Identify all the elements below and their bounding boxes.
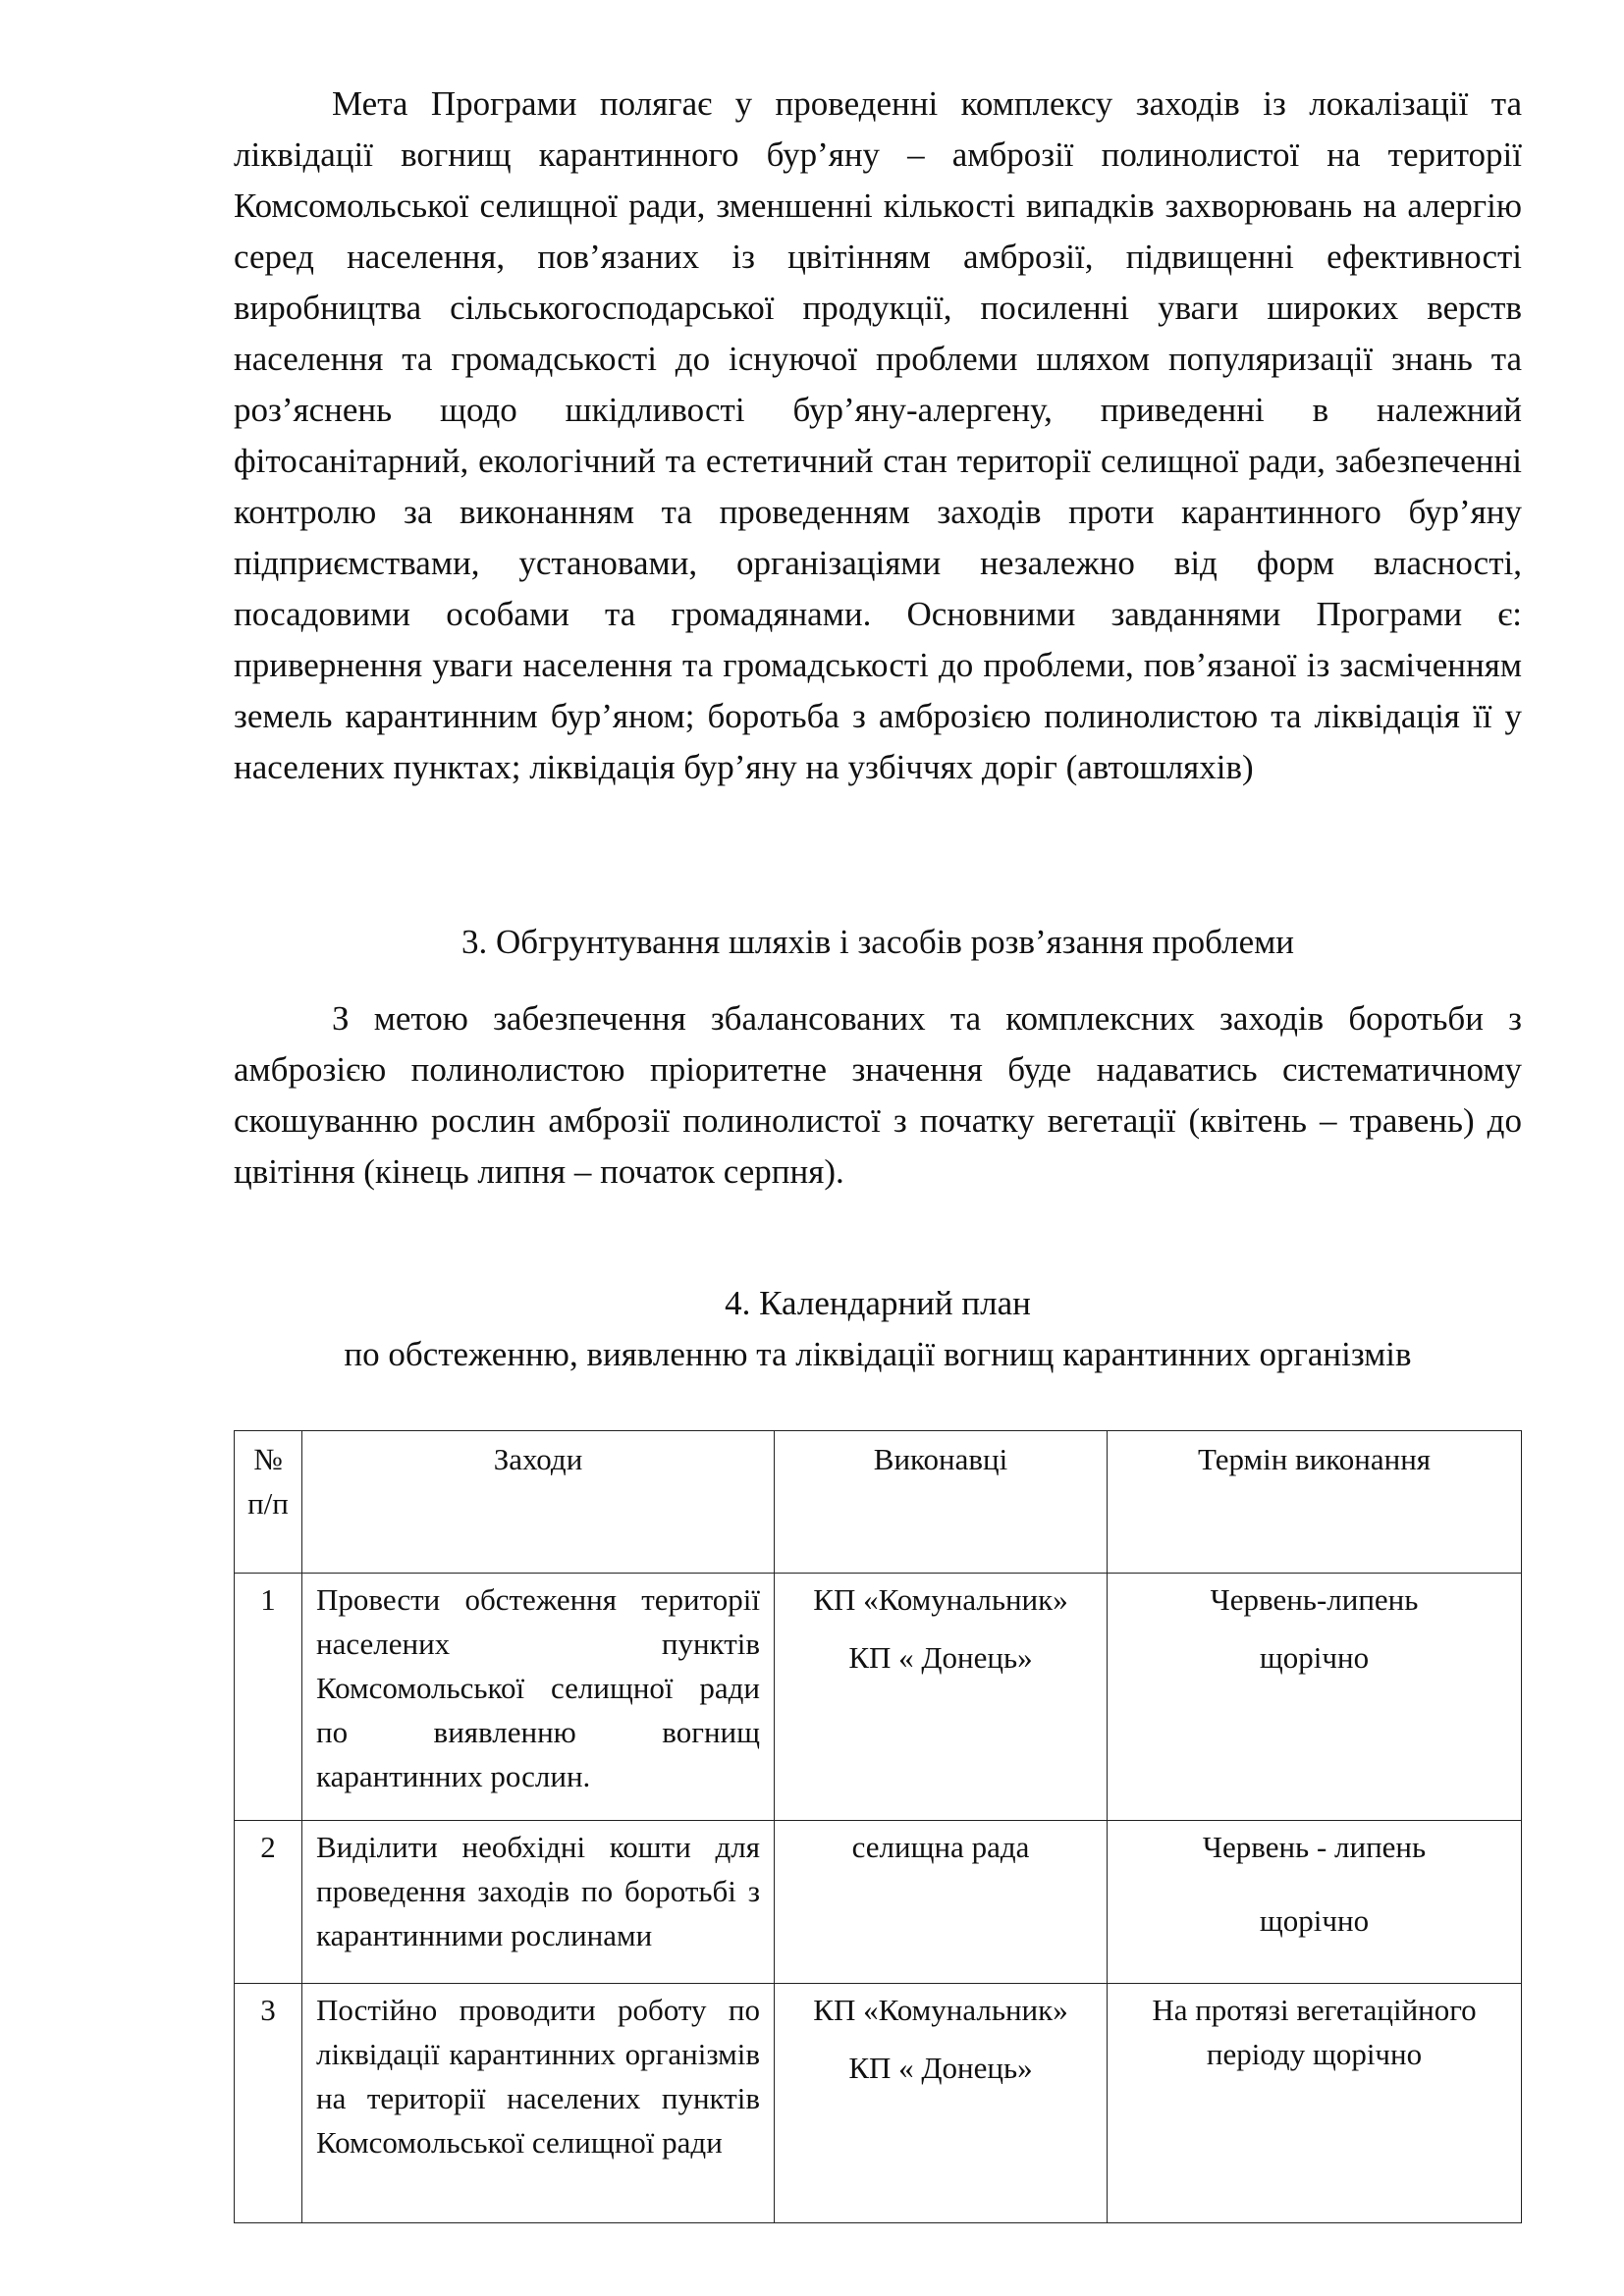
header-term: Термін виконання [1108,1431,1522,1574]
header-measures: Заходи [302,1431,775,1574]
goal-paragraph: Мета Програми полягає у проведенні комплексу заходів із локалізації та ліквідації вогнищ карантинного бур’яну – амброзії полинолистої на території Комсомольської селищної ради, зменшенні кількості випадків захворювань на алергію серед населення, пов’язаних із цвітінням амброзії, підвищенні ефективності виробництва сільськогосподарської продукції, посиленні уваги широких верств населення та громадськості до існуючої проблеми шляхом популяризації знань та роз’яснень щодо шкідливості бур’яну-алергену, приведенні в належний фітосанітарний, екологічний та естетичний стан території селищної ради, забезпеченні контролю за виконанням та проведенням заходів проти карантинного бур’яну підприємствами, установами, організаціями незалежно від форм власності, посадовими особами та громадянами. Основними завданнями Програми є: привернення уваги населення та громадськості до проблеми, пов’язаної із засміченням земель карантинним бур’яном; боротьба з амброзією полинолистою та ліквідація її у населених пунктах; ліквідація бур’яну на узбіччях доріг (автошляхів) [234,84,1522,786]
row-term [1108,1984,1522,2223]
table-header-row [235,1431,1522,1574]
row-term [1108,1574,1522,1821]
row-term [1108,1821,1522,1984]
section-4-title: 4. Календарний план [725,1284,1031,1322]
row-measure: Виділити необхідні кошти для проведення заходів по боротьбі з карантинними рослинами [302,1821,775,1984]
row-measure: Постійно проводити роботу по ліквідації карантинних організмів на території населених пунктів Комсомольської селищної ради [302,1984,775,2223]
row-measure: Провести обстеження території населених пунктів Комсомольської селищної ради по виявленню вогнищ карантинних рослин. [302,1574,775,1821]
section-4-subtitle: по обстеженню, виявленню та ліквідації вогнищ карантинних організмів [344,1335,1412,1373]
executor-item: КП « Донець» [848,1640,1033,1675]
table-row [235,1984,1522,2223]
row-number: 1 [235,1574,302,1821]
calendar-plan-table [234,1430,1522,2223]
term-item: щорічно [1259,1903,1370,1938]
table-row [235,1821,1522,1984]
term-item: щорічно [1259,1640,1370,1675]
section-3-title: 3. Обгрунтування шляхів і засобів розв’язання проблеми [461,923,1294,961]
executor-item: КП «Комунальник» [813,1582,1068,1617]
row-executors [775,1574,1108,1821]
executor-item: КП « Донець» [848,2051,1033,2085]
section-3-paragraph: З метою забезпечення збалансованих та комплексних заходів боротьби з амброзією полинолистою пріоритетне значення буде надаватись систематичному скошуванню рослин амброзії полинолистої з початку вегетації (квітень – травень) до цвітіння (кінець липня – початок серпня). [234,999,1522,1191]
term-item: Червень-липень [1210,1582,1419,1617]
header-executors: Виконавці [775,1431,1108,1574]
table-row [235,1574,1522,1821]
row-number: 3 [235,1984,302,2223]
row-number: 2 [235,1821,302,1984]
row-executors [775,1821,1108,1984]
header-number: № п/п [235,1431,302,1574]
term-item: На протязі вегетаційного періоду щорічно [1152,1993,1477,2071]
executor-item: КП «Комунальник» [813,1993,1068,2027]
executor-item: селищна рада [851,1830,1030,1864]
row-executors [775,1984,1108,2223]
term-item: Червень - липень [1202,1830,1427,1864]
